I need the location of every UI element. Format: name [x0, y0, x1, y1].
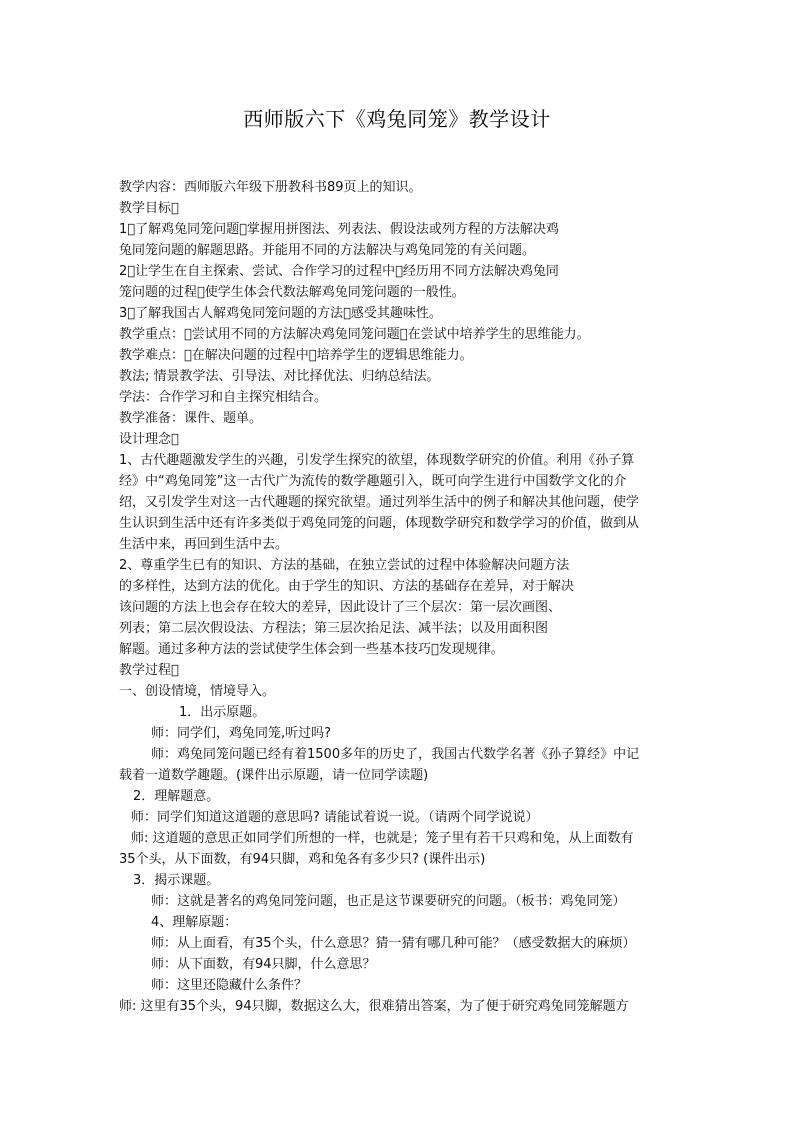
concept-1-cont: 绍，又引发学生对这一古代趣题的探究欲望。通过列举生活中的例子和解决其他问题，使学 [119, 495, 640, 510]
concept-1-cont: 经》中“鸡兔同笼”这一古代广为流传的数学趣题引入，既可向学生进行中国数学文化的介 [119, 474, 627, 489]
dialogue-line: 师：同学们，鸡兔同笼,听过吗? [151, 726, 332, 741]
difficult-point: 教学难点： 在解决问题的过程中 培养学生的逻辑思维能力。 [119, 348, 466, 363]
concept-2-cont: 列表；第二层次假设法、方程法；第三层次抬足法、减半法；以及用面积图 [119, 621, 549, 636]
dialogue-line: 师：从上面看，有35个头，什么意思？猜一猜有哪几种可能？（感受数据大的麻烦） [151, 936, 636, 951]
concept-2: 2、尊重学生已有的知识、方法的基础，在独立尝试的过程中体验解决问题方法 [119, 558, 570, 573]
teaching-content: 教学内容：西师版六年级下册教科书89页上的知识。 [119, 180, 422, 195]
concept-1: 1、古代趣题激发学生的兴趣，引发学生探究的欲望，体现数学研究的价值。利用《孙子算 [119, 453, 635, 468]
dialogue-line: 师：鸡兔同笼问题已经有着1500多年的历史了，我国古代数学名著《孙子算经》中记 [151, 747, 640, 762]
goal-2: 2 让学生在自主探索、尝试、合作学习的过程中 经历用不同方法解决鸡兔同 [119, 264, 552, 279]
dialogue-line-cont: 35个头，从下面数，有94只脚，鸡和兔各有多少只? (课件出示) [119, 852, 486, 867]
concept-2-cont: 的多样性，达到方法的优化。由于学生的知识、方法的基础存在差异，对于解决 [119, 579, 575, 594]
sub-step-understand-original: 4、理解原题： [151, 915, 238, 930]
dialogue-line: 师: 这道题的意思正如同学们所想的一样，也就是；笼子里有若干只鸡和兔，从上面数有 [131, 831, 634, 846]
dialogue-line: 师: 这里有35个头，94只脚，数据这么大，很难猜出答案，为了便于研究鸡兔同笼解题方 [119, 999, 629, 1014]
learning-methods: 学法：合作学习和自主探究相结合。 [119, 390, 328, 405]
key-point: 教学重点： 尝试用不同的方法解决鸡兔同笼问题 在尝试中培养学生的思维能力。 [119, 327, 583, 342]
goal-2-cont: 笼问题的过程 使学生体会代数法解鸡兔同笼问题的一般性。 [119, 285, 462, 300]
dialogue-line: 师：同学们知道这道题的意思吗? 请能试着说一说。（请两个同学说说） [131, 810, 539, 825]
concept-2-cont: 解题。通过多种方法的尝试使学生体会到一些基本技巧 发现规律。 [119, 642, 501, 657]
concept-2-cont: 该问题的方法上也会存在较大的差异，因此设计了三个层次：第一层次画图、 [119, 600, 562, 615]
goal-1: 1 了解鸡兔同笼问题 掌握用拼图法、列表法、假设法或列方程的方法解决鸡 [119, 222, 552, 237]
section-heading-process: 教学过程 [119, 663, 172, 678]
step-heading-1: 一、创设情境，情境导入。 [119, 684, 276, 699]
teaching-preparation: 教学准备：课件、题单。 [119, 411, 263, 426]
teaching-methods: 教法; 情景教学法、引导法、对比择优法、归纳总结法。 [119, 369, 440, 384]
concept-1-cont: 生活中来，再回到生活中去。 [119, 537, 289, 552]
document-title: 西师版六下《鸡兔同笼》教学设计 [243, 107, 551, 131]
dialogue-line: 师：这里还隐藏什么条件？ [151, 978, 308, 993]
goal-1-cont: 兔同笼问题的解题思路。并能用不同的方法解决与鸡兔同笼的有关问题。 [119, 243, 536, 258]
dialogue-line: 师：这就是著名的鸡兔同笼问题，也正是这节课要研究的问题。（板书：鸡兔同笼） [151, 894, 626, 909]
sub-step-show-problem: 1．出示原题。 [179, 705, 266, 720]
sub-step-understand: 2．理解题意。 [133, 789, 220, 804]
sub-step-reveal-topic: 3．揭示课题。 [133, 873, 220, 888]
concept-1-cont: 生认识到生活中还有许多类似于鸡兔同笼的问题，体现数学研究和数学学习的价值，做到从 [119, 516, 640, 531]
dialogue-line: 师：从下面数，有94只脚，什么意思？ [151, 957, 376, 972]
goal-3: 3 了解我国古人解鸡兔同笼问题的方法 感受其趣味性。 [119, 306, 435, 321]
section-heading-goals: 教学目标 [119, 201, 172, 216]
dialogue-line-cont: 载着一道数学趣题。(课件出示原题，请一位同学读题) [119, 768, 429, 783]
section-heading-concept: 设计理念 [119, 432, 172, 447]
